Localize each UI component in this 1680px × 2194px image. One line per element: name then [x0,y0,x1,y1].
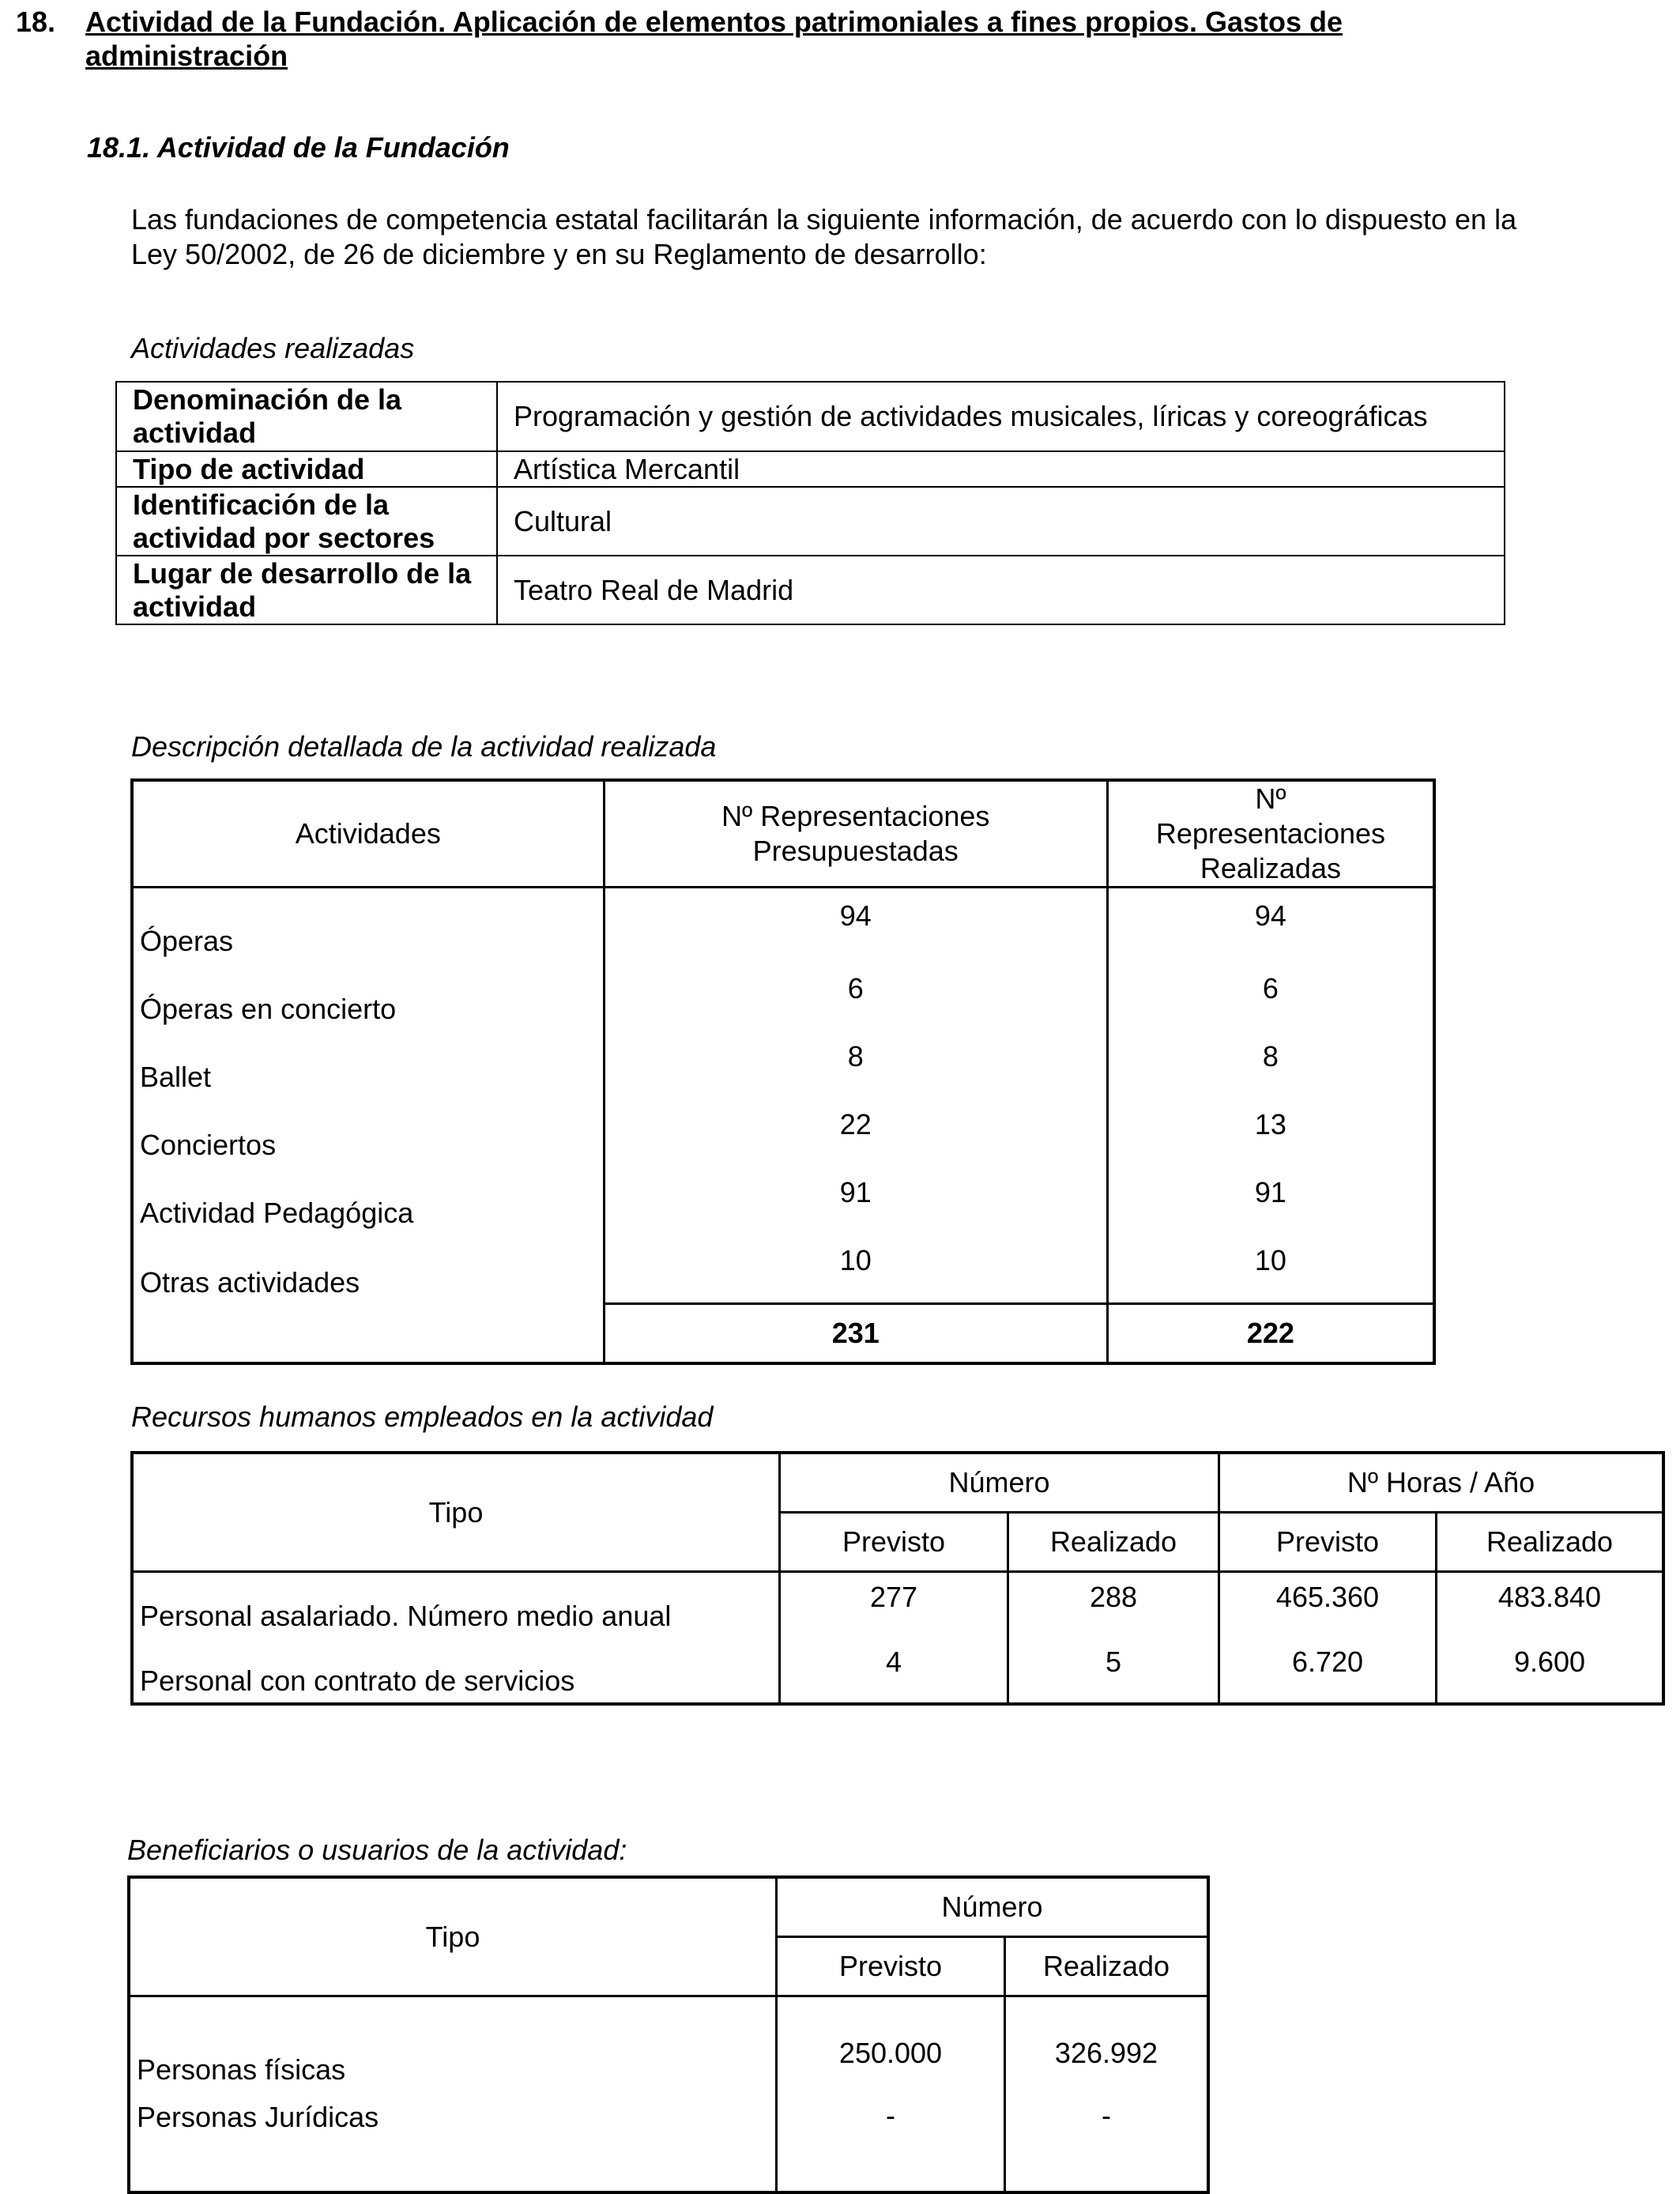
table-row [132,1031,1434,1099]
beneficiary-tipo: Personas físicas [129,1996,777,2091]
done-count: 10 [1107,1235,1434,1304]
budgeted-count: 22 [604,1099,1107,1167]
table-row [129,1996,1208,2091]
hr-tipo: Personal con contrato de servicios [132,1638,780,1704]
beneficiaries-caption: Beneficiarios o usuarios de la actividad: [127,1834,627,1866]
table-row [116,556,1505,624]
header-num-previsto: Previsto [780,1513,1008,1572]
intro-paragraph: Las fundaciones de competencia estatal facilitarán la siguiente información, de acuerdo con lo dispuesto en la Ley 50/2002, de 26 de diciembre y en su Reglamento de desarrollo: [131,203,1517,270]
detail-caption: Descripción detallada de la actividad realizada [131,730,717,763]
subsection-title: 18.1. Actividad de la Fundación [87,131,510,164]
row-label: Lugar de desarrollo de la actividad [116,556,497,624]
table-row [132,1235,1434,1304]
header-realizadas: Nº Representaciones Realizadas [1107,780,1434,888]
hr-table [130,1451,1665,1706]
done-count: 6 [1107,963,1434,1031]
header-presupuestadas: Nº Representaciones Presupuestadas [604,780,1107,888]
header-numero: Número [777,1877,1209,1937]
table-row [129,2091,1208,2192]
hr-num-realizado: 5 [1008,1638,1219,1704]
beneficiary-realizado: - [1005,2091,1209,2192]
section-heading [16,5,1519,73]
hr-horas-previsto: 465.360 [1219,1572,1437,1638]
activity-name: Ballet [132,1031,604,1099]
header-row [129,1877,1208,1937]
header-row [132,1453,1663,1513]
header-horas-realizado: Realizado [1437,1513,1664,1572]
hr-num-realizado: 288 [1008,1572,1219,1638]
beneficiary-realizado: 326.992 [1005,1996,1209,2091]
header-horas: Nº Horas / Año [1219,1453,1664,1513]
detail-table [130,778,1436,1365]
total-done: 222 [1107,1304,1434,1364]
done-count: 94 [1107,888,1434,963]
header-horas-previsto: Previsto [1219,1513,1437,1572]
header-actividades: Actividades [132,780,604,888]
done-count: 13 [1107,1099,1434,1167]
budgeted-count: 8 [604,1031,1107,1099]
totals-label [132,1304,604,1364]
header-previsto: Previsto [777,1937,1005,1996]
hr-num-previsto: 4 [780,1638,1008,1704]
beneficiaries-table [127,1875,1210,2194]
beneficiary-tipo: Personas Jurídicas [129,2091,777,2192]
budgeted-count: 94 [604,888,1107,963]
row-value: Teatro Real de Madrid [497,556,1505,624]
row-label: Denominación de la actividad [116,382,497,451]
section-title-line1: Actividad de la Fundación. Aplicación de elementos patrimoniales a fines propios. Gastos de [85,6,1343,38]
row-value: Programación y gestión de actividades musicales, líricas y coreográficas [497,382,1505,451]
row-label: Tipo de actividad [116,451,497,487]
header-row [132,780,1434,888]
total-budgeted: 231 [604,1304,1107,1364]
hr-horas-realizado: 483.840 [1437,1572,1664,1638]
row-value: Artística Mercantil [497,451,1505,487]
activities-caption: Actividades realizadas [131,332,415,364]
budgeted-count: 91 [604,1167,1107,1235]
activity-name: Otras actividades [132,1235,604,1304]
table-row [132,963,1434,1031]
section-title-line2: administración [85,40,288,72]
table-row [132,1638,1663,1704]
header-tipo: Tipo [132,1453,780,1572]
table-row [132,888,1434,963]
hr-tipo: Personal asalariado. Número medio anual [132,1572,780,1638]
table-row [132,1572,1663,1638]
done-count: 8 [1107,1031,1434,1099]
table-row [116,487,1505,556]
hr-horas-realizado: 9.600 [1437,1638,1664,1704]
done-count: 91 [1107,1167,1434,1235]
table-row [116,451,1505,487]
row-value: Cultural [497,487,1505,556]
header-numero: Número [780,1453,1219,1513]
beneficiary-previsto: - [777,2091,1005,2192]
header-num-realizado: Realizado [1008,1513,1219,1572]
activity-name: Conciertos [132,1099,604,1167]
hr-caption: Recursos humanos empleados en la actividad [131,1400,714,1433]
hr-horas-previsto: 6.720 [1219,1638,1437,1704]
table-row [132,1099,1434,1167]
row-label: Identificación de la actividad por sectores [116,487,497,556]
table-row [116,382,1505,451]
hr-num-previsto: 277 [780,1572,1008,1638]
table-row [132,1167,1434,1235]
activities-table [115,381,1505,625]
totals-row [132,1304,1434,1364]
section-number: 18. [16,6,56,38]
budgeted-count: 10 [604,1235,1107,1304]
activity-name: Óperas [132,888,604,963]
budgeted-count: 6 [604,963,1107,1031]
beneficiary-previsto: 250.000 [777,1996,1005,2091]
activity-name: Actividad Pedagógica [132,1167,604,1235]
activity-name: Óperas en concierto [132,963,604,1031]
header-realizado: Realizado [1005,1937,1209,1996]
header-tipo: Tipo [129,1877,777,1996]
